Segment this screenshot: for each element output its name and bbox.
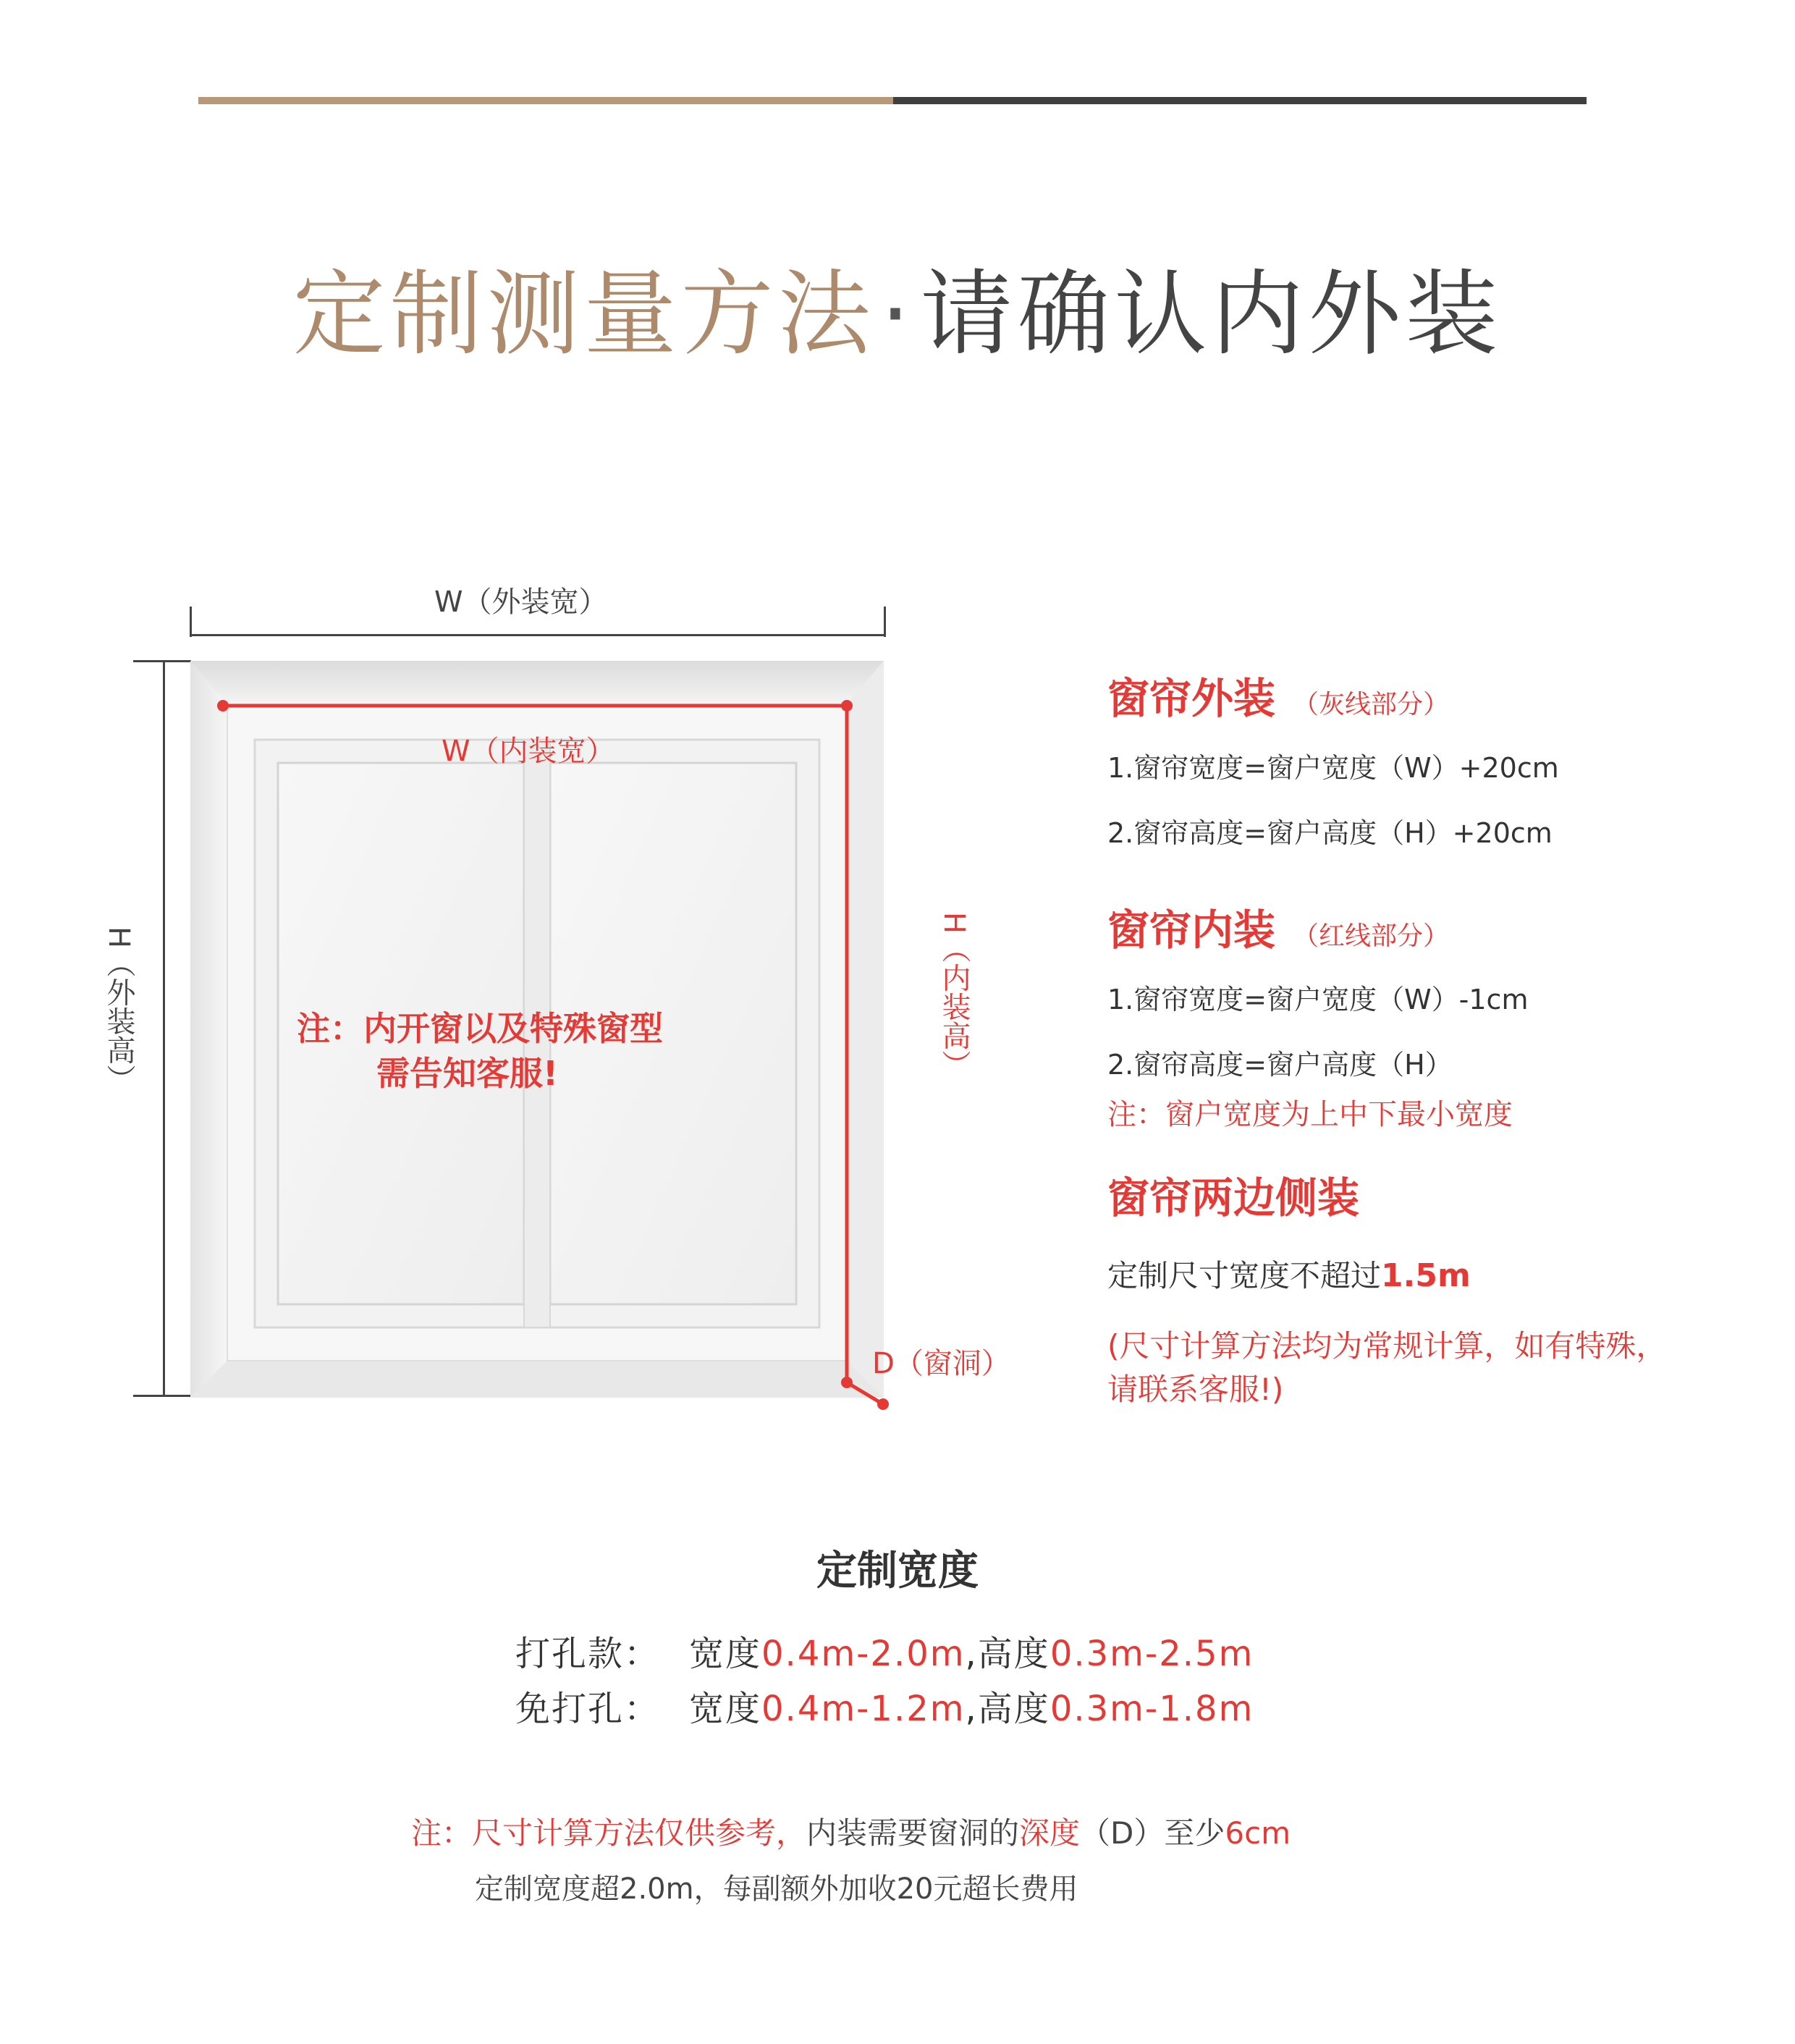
width-dimension-tick-left <box>190 607 192 637</box>
inner-install-rule-1: 1.窗帘宽度=窗户宽度（W）-1cm <box>1107 984 1529 1015</box>
inner-width-dot-right <box>841 700 853 711</box>
depth-dot-start <box>841 1377 853 1388</box>
page-title-part1: 定制测量方法 <box>292 261 875 368</box>
spec-width-range: 0.4m-1.2m <box>761 1689 966 1729</box>
outer-install-rule-1: 1.窗帘宽度=窗户宽度（W）+20cm <box>1107 752 1559 784</box>
footer-note-dark2: （D）至少 <box>1080 1815 1225 1851</box>
footer-note-red3: 6cm <box>1225 1815 1291 1851</box>
window-recess-right <box>847 661 884 1398</box>
spec-height-label: 高度 <box>977 1634 1050 1674</box>
spec-separator: , <box>965 1634 978 1674</box>
window-recess-top <box>190 661 884 705</box>
page-title-dot: · <box>880 261 915 368</box>
window-note-line2: 需告知客服! <box>376 1054 558 1093</box>
spec-row-label: 打孔款： <box>515 1634 661 1674</box>
side-install-note-line2: 请联系客服!) <box>1107 1372 1284 1407</box>
inner-install-note: 注：窗户宽度为上中下最小宽度 <box>1107 1098 1513 1131</box>
inner-install-title <box>1107 896 1449 957</box>
outer-install-title-text: 窗帘外装 <box>1107 674 1276 723</box>
side-install-title: 窗帘两边侧装 <box>1107 1173 1360 1222</box>
spec-row-drilled <box>515 1626 1254 1676</box>
outer-height-label: H（外装高） <box>102 926 135 1094</box>
footer-note <box>411 1809 1291 1853</box>
height-dimension-tick-bottom <box>133 1395 191 1397</box>
spec-height-range: 0.3m-2.5m <box>1049 1634 1254 1674</box>
spec-row-no-drill <box>515 1681 1254 1731</box>
outer-install-title <box>1107 664 1449 725</box>
page-title <box>0 261 1795 369</box>
outer-width-label: W（外装宽） <box>434 586 608 619</box>
depth-label: D（窗洞） <box>872 1347 1010 1380</box>
footer-note-dark1: 内装需要窗洞的 <box>806 1815 1020 1851</box>
inner-width-label: W（内装宽） <box>442 735 615 768</box>
divider-bar-tan <box>198 97 893 104</box>
divider-bar-dark <box>893 97 1587 104</box>
inner-install-subtitle: （红线部分） <box>1293 921 1450 951</box>
spec-width-range: 0.4m-2.0m <box>761 1634 966 1674</box>
side-install-note-line1: (尺寸计算方法均为常规计算，如有特殊， <box>1107 1328 1667 1364</box>
spec-separator: , <box>965 1689 978 1729</box>
side-install-text-label: 定制尺寸宽度不超过 <box>1107 1258 1382 1293</box>
width-dimension-line <box>191 634 886 636</box>
inner-width-dot-left <box>217 700 229 711</box>
inner-install-title-text: 窗帘内装 <box>1107 905 1276 955</box>
window-recess-bottom <box>190 1361 884 1398</box>
height-dimension-line <box>163 662 165 1397</box>
footer-note-red1: 注：尺寸计算方法仅供参考， <box>411 1815 807 1851</box>
side-install-note <box>1107 1325 1666 1411</box>
inner-height-label: H（内装高） <box>937 912 971 1079</box>
inner-install-rule-2: 2.窗帘高度=窗户高度（H） <box>1107 1049 1453 1081</box>
spec-width-label: 宽度 <box>689 1634 762 1674</box>
spec-row-label: 免打孔： <box>515 1689 661 1729</box>
spec-height-label: 高度 <box>977 1689 1050 1729</box>
footer-note-red2: 深度 <box>1019 1815 1081 1851</box>
side-install-text <box>1107 1252 1471 1296</box>
depth-dot-end <box>877 1398 889 1410</box>
custom-width-title: 定制宽度 <box>816 1547 979 1595</box>
side-install-value: 1.5m <box>1381 1257 1471 1294</box>
height-dimension-tick-top <box>133 660 191 662</box>
outer-install-subtitle: （灰线部分） <box>1293 690 1450 719</box>
footer-surcharge-note: 定制宽度超2.0m，每副额外加收20元超长费用 <box>475 1872 1078 1906</box>
outer-install-rule-2: 2.窗帘高度=窗户高度（H）+20cm <box>1107 817 1553 849</box>
window-recess-left <box>190 661 227 1398</box>
page-title-part2: 请确认内外装 <box>920 261 1503 368</box>
window-note-line1: 注：内开窗以及特殊窗型 <box>297 1009 663 1048</box>
width-dimension-tick-right <box>884 607 886 637</box>
spec-width-label: 宽度 <box>689 1689 762 1729</box>
spec-height-range: 0.3m-1.8m <box>1049 1689 1254 1729</box>
window-note <box>297 1006 663 1096</box>
